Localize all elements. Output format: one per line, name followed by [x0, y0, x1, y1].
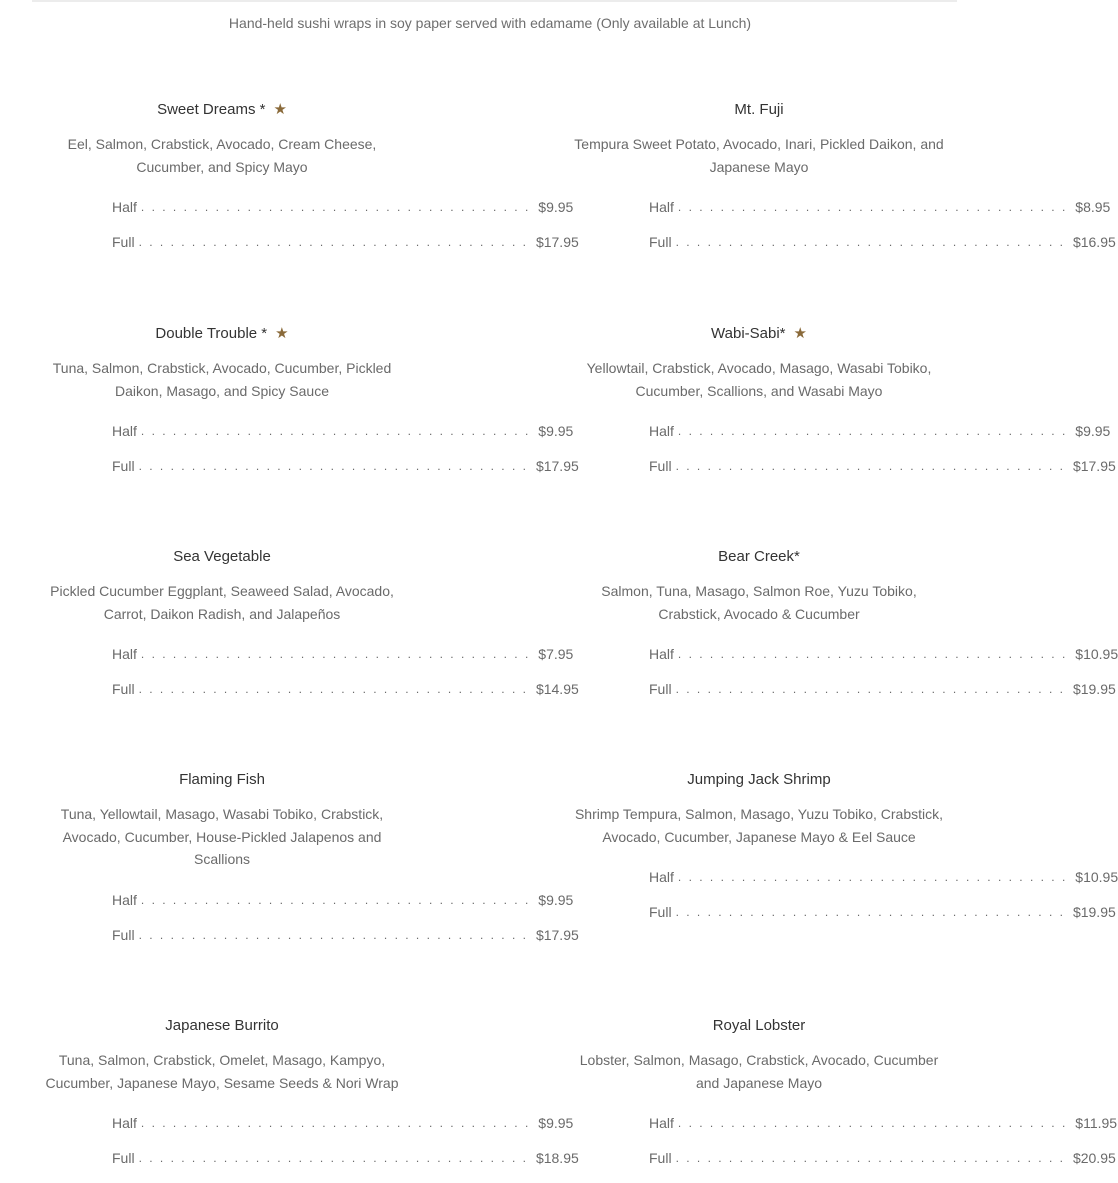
price-row-full: Full . . . . . . . . . . . . . . . . . . . . . . . . . . . . . . . . . . . . . $17.95: [112, 458, 579, 474]
item-description: Tuna, Yellowtail, Masago, Wasabi Tobiko, Crabstick, Avocado, Cucumber, House-Pickled Jalapenos and Scallions: [60, 806, 384, 867]
item-description: Eel, Salmon, Crabstick, Avocado, Cream Cheese, Cucumber, and Spicy Mayo: [67, 136, 377, 175]
price-row-full: Full . . . . . . . . . . . . . . . . . . . . . . . . . . . . . . . . . . . . . $17.95: [112, 926, 579, 943]
price-row-full: Full . . . . . . . . . . . . . . . . . . . . . . . . . . . . . . . . . . . . . $19.95: [649, 904, 1116, 920]
item-description: Shrimp Tempura, Salmon, Masago, Yuzu Tobiko, Crabstick, Avocado, Cucumber, Japanese Mayo & Eel Sauce: [574, 806, 944, 845]
price-row-half: Half . . . . . . . . . . . . . . . . . . . . . . . . . . . . . . . . . . . . . $10.95: [649, 646, 1118, 662]
menu-item: [22, 769, 579, 953]
price-row-full: Full . . . . . . . . . . . . . . . . . . . . . . . . . . . . . . . . . . . . . $17.95: [112, 234, 579, 250]
price-row-half: Half . . . . . . . . . . . . . . . . . . . . . . . . . . . . . . . . . . . . . $10.95: [649, 869, 1118, 885]
item-title: Double Trouble * ★: [155, 325, 289, 342]
item-title: Flaming Fish: [179, 771, 265, 788]
item-title: Jumping Jack Shrimp: [687, 771, 831, 788]
price-row-half: Half . . . . . . . . . . . . . . . . . . . . . . . . . . . . . . . . . . . . . $11.95: [649, 1115, 1118, 1131]
price-row-half: Half . . . . . . . . . . . . . . . . . . . . . . . . . . . . . . . . . . . . . $9.95: [112, 199, 574, 215]
price-row-full: Full . . . . . . . . . . . . . . . . . . . . . . . . . . . . . . . . . . . . . $14.95: [112, 681, 579, 697]
price-row-full: Full . . . . . . . . . . . . . . . . . . . . . . . . . . . . . . . . . . . . . $17.95: [649, 458, 1116, 474]
item-description: Yellowtail, Crabstick, Avocado, Masago, Wasabi Tobiko, Cucumber, Scallions, and Wasabi Mayo: [586, 360, 932, 399]
item-title: Wabi-Sabi* ★: [711, 325, 807, 342]
item-title: Bear Creek*: [718, 548, 800, 565]
menu-item: [559, 1015, 1118, 1176]
item-description: Lobster, Salmon, Masago, Crabstick, Avocado, Cucumber and Japanese Mayo: [579, 1052, 939, 1091]
menu-item: [559, 323, 1116, 484]
item-description: Salmon, Tuna, Masago, Salmon Roe, Yuzu Tobiko, Crabstick, Avocado & Cucumber: [601, 583, 917, 622]
price-row-full: Full . . . . . . . . . . . . . . . . . . . . . . . . . . . . . . . . . . . . . $19.95: [649, 681, 1116, 697]
price-row-half: Half . . . . . . . . . . . . . . . . . . . . . . . . . . . . . . . . . . . . . $9.95: [112, 423, 574, 439]
menu-item: [22, 99, 579, 260]
menu-item: [559, 769, 1118, 930]
item-description: Pickled Cucumber Eggplant, Seaweed Salad, Avocado, Carrot, Daikon Radish, and Jalapeños: [50, 583, 394, 622]
price-row-half: Half . . . . . . . . . . . . . . . . . . . . . . . . . . . . . . . . . . . . . $7.95: [112, 646, 574, 662]
section-intro: Hand-held sushi wraps in soy paper served with edamame (Only available at Lunch): [228, 15, 752, 31]
star-icon: ★: [275, 325, 289, 342]
item-title: Sweet Dreams * ★: [157, 101, 287, 118]
menu-item: [22, 1015, 579, 1176]
menu-item: [22, 546, 579, 707]
star-icon: ★: [793, 325, 807, 342]
menu-item: [559, 99, 1116, 260]
price-row-full: Full . . . . . . . . . . . . . . . . . . . . . . . . . . . . . . . . . . . . . $20.95: [649, 1150, 1116, 1166]
item-description: Tuna, Salmon, Crabstick, Omelet, Masago, Kampyo, Cucumber, Japanese Mayo, Sesame Seeds & Nori Wrap: [45, 1052, 399, 1091]
item-title: Japanese Burrito: [165, 1017, 279, 1034]
price-row-half: Half . . . . . . . . . . . . . . . . . . . . . . . . . . . . . . . . . . . . . $9.95: [112, 1115, 574, 1131]
menu-item: [22, 323, 579, 484]
item-title: Royal Lobster: [712, 1017, 806, 1034]
item-title: Sea Vegetable: [173, 548, 271, 565]
price-row-full: Full . . . . . . . . . . . . . . . . . . . . . . . . . . . . . . . . . . . . . $16.95: [649, 234, 1116, 250]
price-row-half: Half . . . . . . . . . . . . . . . . . . . . . . . . . . . . . . . . . . . . . $9.95: [112, 891, 574, 908]
price-row-full: Full . . . . . . . . . . . . . . . . . . . . . . . . . . . . . . . . . . . . . $18.95: [112, 1150, 579, 1166]
price-row-half: Half . . . . . . . . . . . . . . . . . . . . . . . . . . . . . . . . . . . . . $9.95: [649, 423, 1111, 439]
item-description: Tuna, Salmon, Crabstick, Avocado, Cucumber, Pickled Daikon, Masago, and Spicy Sauce: [52, 360, 392, 399]
star-icon: ★: [273, 101, 287, 118]
item-title: Mt. Fuji: [734, 101, 784, 118]
price-row-half: Half . . . . . . . . . . . . . . . . . . . . . . . . . . . . . . . . . . . . . $8.95: [649, 199, 1111, 215]
divider: [32, 0, 957, 2]
menu-item: [559, 546, 1118, 707]
item-description: Tempura Sweet Potato, Avocado, Inari, Pickled Daikon, and Japanese Mayo: [574, 136, 944, 175]
